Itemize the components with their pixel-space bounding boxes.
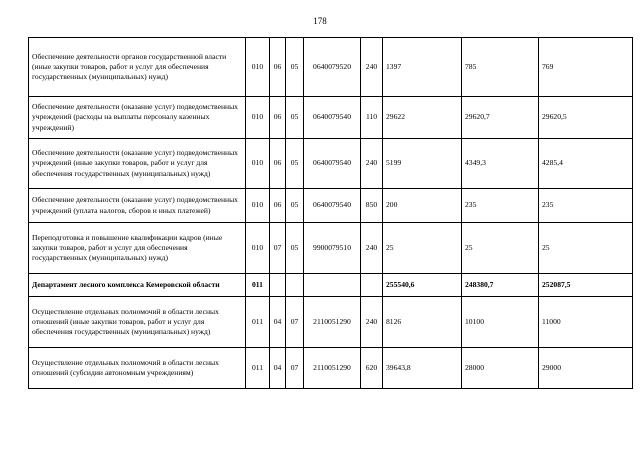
row-expense-type (361, 274, 383, 297)
row-glava: 011 (246, 297, 270, 348)
row-amount-year1: 200 (383, 189, 462, 223)
row-target-article (304, 274, 361, 297)
row-amount-year1: 39643,8 (383, 348, 462, 389)
row-amount-year3: 25 (539, 223, 633, 274)
row-section: 04 (270, 348, 286, 389)
row-target-article: 9900079510 (304, 223, 361, 274)
row-amount-year2: 10100 (462, 297, 539, 348)
table-row (29, 348, 633, 389)
row-amount-year2: 28000 (462, 348, 539, 389)
row-section: 04 (270, 297, 286, 348)
row-glava: 010 (246, 38, 270, 97)
row-section (270, 274, 286, 297)
row-name: Осуществление отдельных полномочий в области лесных отношений (иные закупки товаров, работ и услуг для обеспечения государственных (муниципальных) нужд) (29, 297, 246, 348)
row-name: Обеспечение деятельности (оказание услуг) подведомственных учреждений (иные закупки товаров, работ и услуг для обеспечения государственных (муниципальных) нужд) (29, 139, 246, 189)
table-row (29, 223, 633, 274)
row-glava: 011 (246, 348, 270, 389)
row-amount-year3: 4285,4 (539, 139, 633, 189)
row-glava: 010 (246, 223, 270, 274)
row-glava: 011 (246, 274, 270, 297)
row-name: Обеспечение деятельности (оказание услуг) подведомственных учреждений (уплата налогов, сборов и иных платежей) (29, 189, 246, 223)
row-glava: 010 (246, 139, 270, 189)
row-expense-type: 240 (361, 139, 383, 189)
row-subsection: 05 (286, 223, 304, 274)
row-subsection: 05 (286, 38, 304, 97)
row-subsection: 05 (286, 139, 304, 189)
budget-table (28, 37, 633, 389)
row-expense-type: 110 (361, 97, 383, 139)
row-name: Обеспечение деятельности (оказание услуг) подведомственных учреждений (расходы на выплаты персоналу казенных учреждений) (29, 97, 246, 139)
page-number: 178 (313, 16, 327, 26)
row-amount-year2: 248380,7 (462, 274, 539, 297)
row-amount-year3: 769 (539, 38, 633, 97)
row-expense-type: 240 (361, 223, 383, 274)
row-section: 06 (270, 38, 286, 97)
row-amount-year3: 235 (539, 189, 633, 223)
row-section: 06 (270, 189, 286, 223)
row-amount-year2: 235 (462, 189, 539, 223)
row-name: Осуществление отдельных полномочий в области лесных отношений (субсидии автономным учреждениям) (29, 348, 246, 389)
table-row (29, 297, 633, 348)
row-glava: 010 (246, 189, 270, 223)
row-glava: 010 (246, 97, 270, 139)
row-subsection: 07 (286, 297, 304, 348)
row-amount-year1: 29622 (383, 97, 462, 139)
row-section: 06 (270, 139, 286, 189)
row-amount-year3: 29000 (539, 348, 633, 389)
table-body (29, 38, 633, 389)
row-subsection (286, 274, 304, 297)
row-amount-year2: 4349,3 (462, 139, 539, 189)
table-row (29, 139, 633, 189)
table-row (29, 97, 633, 139)
row-expense-type: 850 (361, 189, 383, 223)
row-amount-year2: 785 (462, 38, 539, 97)
row-amount-year1: 5199 (383, 139, 462, 189)
row-name: Обеспечение деятельности органов государственной власти (иные закупки товаров, работ и услуг для обеспечения государственных (муниципальных) нужд) (29, 38, 246, 97)
row-amount-year3: 29620,5 (539, 97, 633, 139)
row-amount-year1: 25 (383, 223, 462, 274)
row-amount-year2: 29620,7 (462, 97, 539, 139)
row-subsection: 05 (286, 97, 304, 139)
row-subsection: 07 (286, 348, 304, 389)
department-row (29, 274, 633, 297)
table-row (29, 189, 633, 223)
row-amount-year1: 8126 (383, 297, 462, 348)
row-target-article: 0640079540 (304, 189, 361, 223)
row-expense-type: 240 (361, 38, 383, 97)
row-target-article: 2110051290 (304, 348, 361, 389)
row-target-article: 0640079540 (304, 97, 361, 139)
row-expense-type: 620 (361, 348, 383, 389)
row-target-article: 2110051290 (304, 297, 361, 348)
row-name: Департамент лесного комплекса Кемеровской области (29, 274, 246, 297)
row-subsection: 05 (286, 189, 304, 223)
row-amount-year1: 255540,6 (383, 274, 462, 297)
row-amount-year3: 252087,5 (539, 274, 633, 297)
row-name: Переподготовка и повышение квалификации кадров (иные закупки товаров, работ и услуг для обеспечения государственных (муниципальных) нужд) (29, 223, 246, 274)
row-amount-year2: 25 (462, 223, 539, 274)
row-amount-year1: 1397 (383, 38, 462, 97)
row-target-article: 0640079540 (304, 139, 361, 189)
row-section: 07 (270, 223, 286, 274)
row-section: 06 (270, 97, 286, 139)
row-expense-type: 240 (361, 297, 383, 348)
row-target-article: 0640079520 (304, 38, 361, 97)
table-row (29, 38, 633, 97)
row-amount-year3: 11000 (539, 297, 633, 348)
